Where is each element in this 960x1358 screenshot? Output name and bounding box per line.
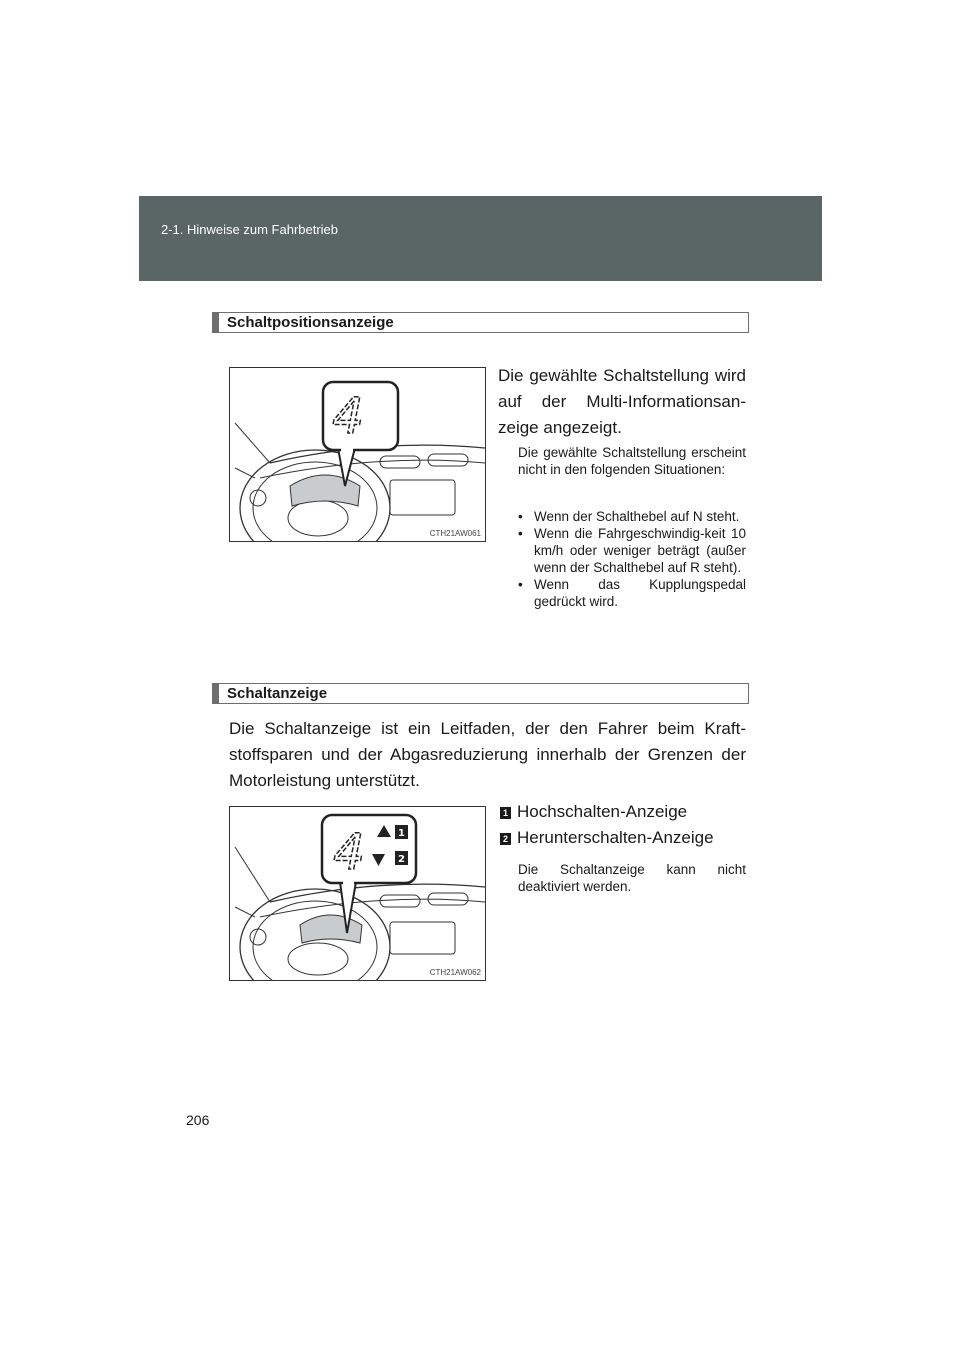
gear-digit: 4	[332, 387, 364, 445]
section-title: Schaltanzeige	[227, 685, 328, 702]
legend-label: Herunterschalten-Anzeige	[517, 828, 714, 847]
legend-label: Hochschalten-Anzeige	[517, 802, 688, 821]
svg-text:2: 2	[398, 854, 405, 865]
list-item: • Wenn das Kupplungspedal gedrückt wird.	[518, 576, 746, 610]
image-code: CTH21AW062	[429, 968, 481, 977]
section2-note: Die Schaltanzeige kann nicht deaktiviert werden.	[518, 862, 746, 894]
list-item: • Wenn der Schalthebel auf N steht.	[518, 508, 746, 525]
heading-marker	[213, 313, 219, 332]
legend-item-1	[500, 799, 687, 825]
section1-note: Die gewählte Schaltstellung erscheint nicht in den folgenden Situationen:	[518, 445, 746, 477]
legend-item-2	[500, 825, 714, 851]
image-code: CTH21AW061	[429, 529, 481, 538]
dashboard-drawing	[230, 807, 485, 980]
section-heading-schaltpositionsanzeige	[212, 312, 749, 333]
section2-intro: Die Schaltanzeige ist ein Leitfaden, der den Fahrer beim Kraft-stoffsparen und der Abgasreduzierung innerhalb der Grenzen der Motorleistung unterstützt.	[229, 719, 746, 790]
illustration-shift-indicator	[229, 806, 486, 981]
number-marker-2-icon: 2	[500, 833, 511, 845]
section1-lead: Die gewählte Schaltstellung wird auf der Multi-Informationsan-zeige angezeigt.	[498, 366, 746, 437]
page-number: 206	[186, 1112, 210, 1128]
section-title: Schaltpositionsanzeige	[227, 314, 394, 331]
illustration-gear-position	[229, 367, 486, 542]
section-heading-schaltanzeige	[212, 683, 749, 704]
dashboard-drawing	[230, 368, 485, 541]
chapter-header	[139, 196, 822, 281]
section1-bullet-list	[518, 508, 746, 610]
heading-marker	[213, 684, 219, 703]
list-item: • Wenn die Fahrgeschwindig-keit 10 km/h oder weniger beträgt (außer wenn der Schalthebel auf R steht).	[518, 525, 746, 576]
gear-digit: 4	[333, 823, 365, 881]
svg-text:1: 1	[398, 828, 405, 839]
chapter-title: 2-1. Hinweise zum Fahrbetrieb	[161, 222, 339, 237]
number-marker-1-icon: 1	[500, 807, 511, 819]
